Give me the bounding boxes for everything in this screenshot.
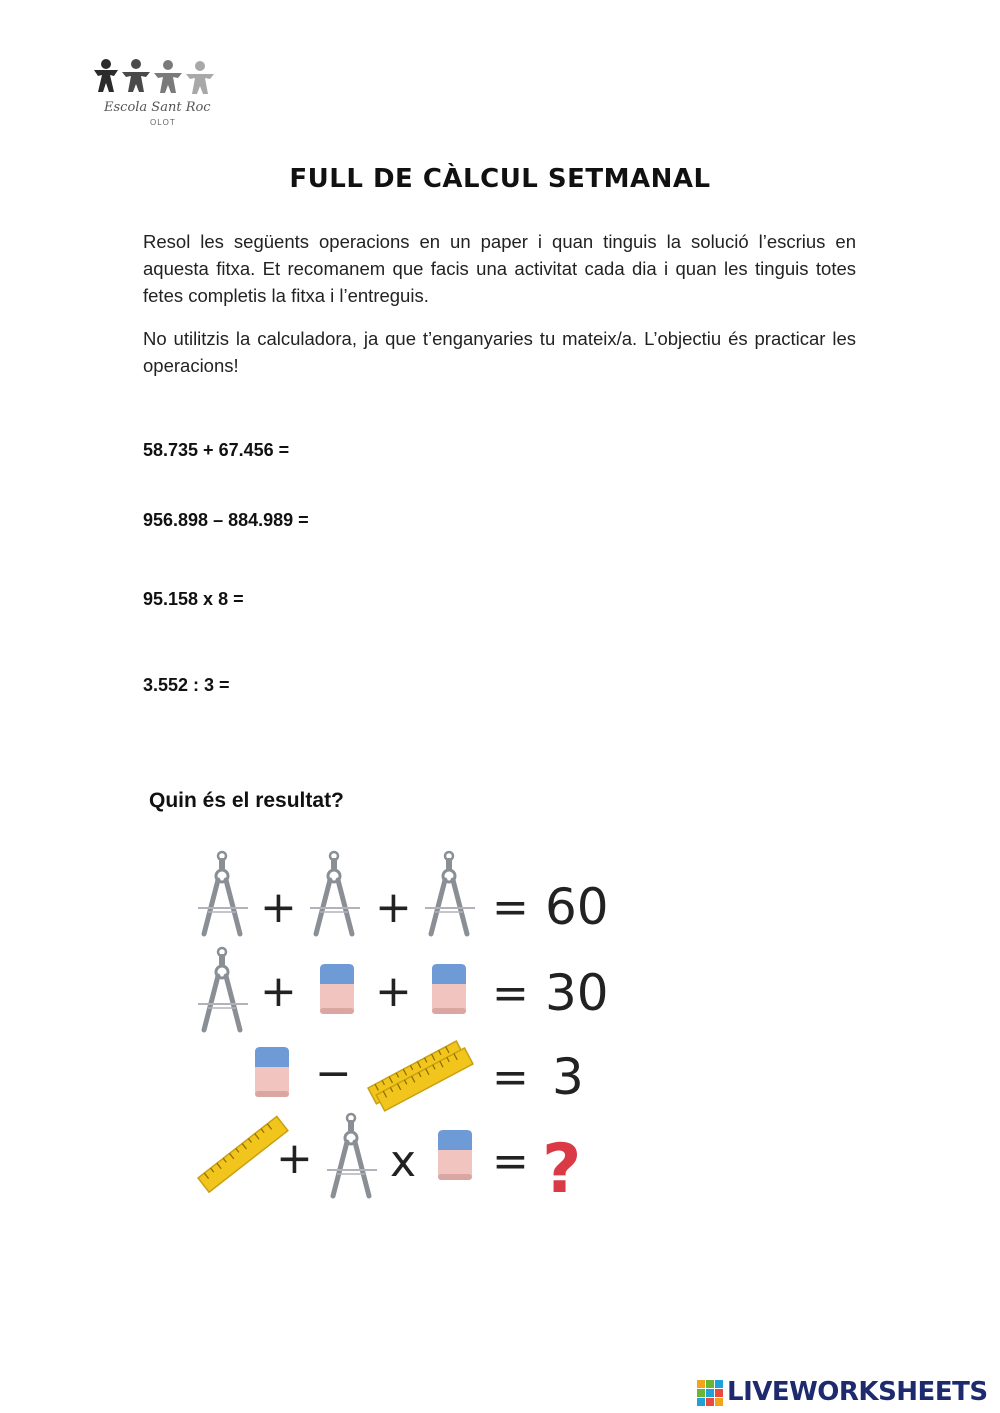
puzzle-row-3 — [255, 1039, 584, 1113]
liveworksheets-watermark — [697, 1377, 997, 1409]
eraser-icon — [432, 964, 466, 1014]
question-mark: ? — [542, 1130, 582, 1209]
eraser-icon — [438, 1130, 472, 1180]
school-city: OLOT — [150, 118, 176, 127]
plus-sign: + — [375, 966, 412, 1017]
compass-icon — [425, 852, 475, 934]
operation-subtraction: 956.898 – 884.989 = — [143, 510, 309, 530]
operation-division: 3.552 : 3 = — [143, 675, 230, 695]
plus-sign: + — [260, 966, 297, 1017]
compass-icon — [310, 852, 360, 934]
ruler-icon — [368, 1039, 473, 1113]
times-sign: x — [390, 1136, 417, 1187]
liveworksheets-logo-icon — [697, 1380, 723, 1406]
page-title: FULL DE CÀLCUL SETMANAL — [289, 164, 711, 194]
compass-icon — [198, 852, 248, 934]
eraser-icon — [255, 1047, 289, 1097]
school-logo — [88, 56, 228, 136]
compass-icon — [327, 1114, 377, 1196]
equals-sign: = — [492, 882, 529, 933]
operation-multiplication: 95.158 x 8 = — [143, 589, 244, 609]
minus-sign: − — [315, 1048, 352, 1099]
emoji-math-puzzle — [180, 840, 650, 1220]
ruler-icon — [198, 1116, 288, 1192]
row-2-result: 30 — [545, 964, 609, 1022]
row-1-result: 60 — [545, 878, 609, 936]
instructions-paragraph: Resol les següents operacions en un paper i quan tinguis la solució l’escrius en aquesta fitxa. Et recomanem que facis una activitat cada dia i quan les tinguis totes fetes completis la fitxa i l’entreguis. — [143, 231, 856, 306]
equals-sign: = — [492, 1052, 529, 1103]
puzzle-row-4 — [198, 1114, 581, 1209]
plus-sign: + — [375, 882, 412, 933]
plus-sign: + — [260, 882, 297, 933]
plus-sign: + — [276, 1133, 313, 1184]
puzzle-row-1 — [198, 852, 609, 936]
eraser-icon — [320, 964, 354, 1014]
children-chain-icon — [88, 56, 228, 100]
school-name: Escola Sant Roc — [104, 100, 211, 115]
operation-addition: 58.735 + 67.456 = — [143, 440, 290, 460]
row-3-result: 3 — [552, 1048, 584, 1106]
puzzle-question: Quin és el resultat? — [149, 789, 344, 812]
warning-paragraph: No utilitzis la calculadora, ja que t’enganyaries tu mateix/a. L’objectiu és practicar les operacions! — [143, 328, 856, 376]
equals-sign: = — [492, 1136, 529, 1187]
compass-icon — [198, 948, 248, 1030]
equals-sign: = — [492, 968, 529, 1019]
watermark-text: LIVEWORKSHEETS — [727, 1377, 988, 1407]
puzzle-row-2 — [198, 948, 609, 1030]
